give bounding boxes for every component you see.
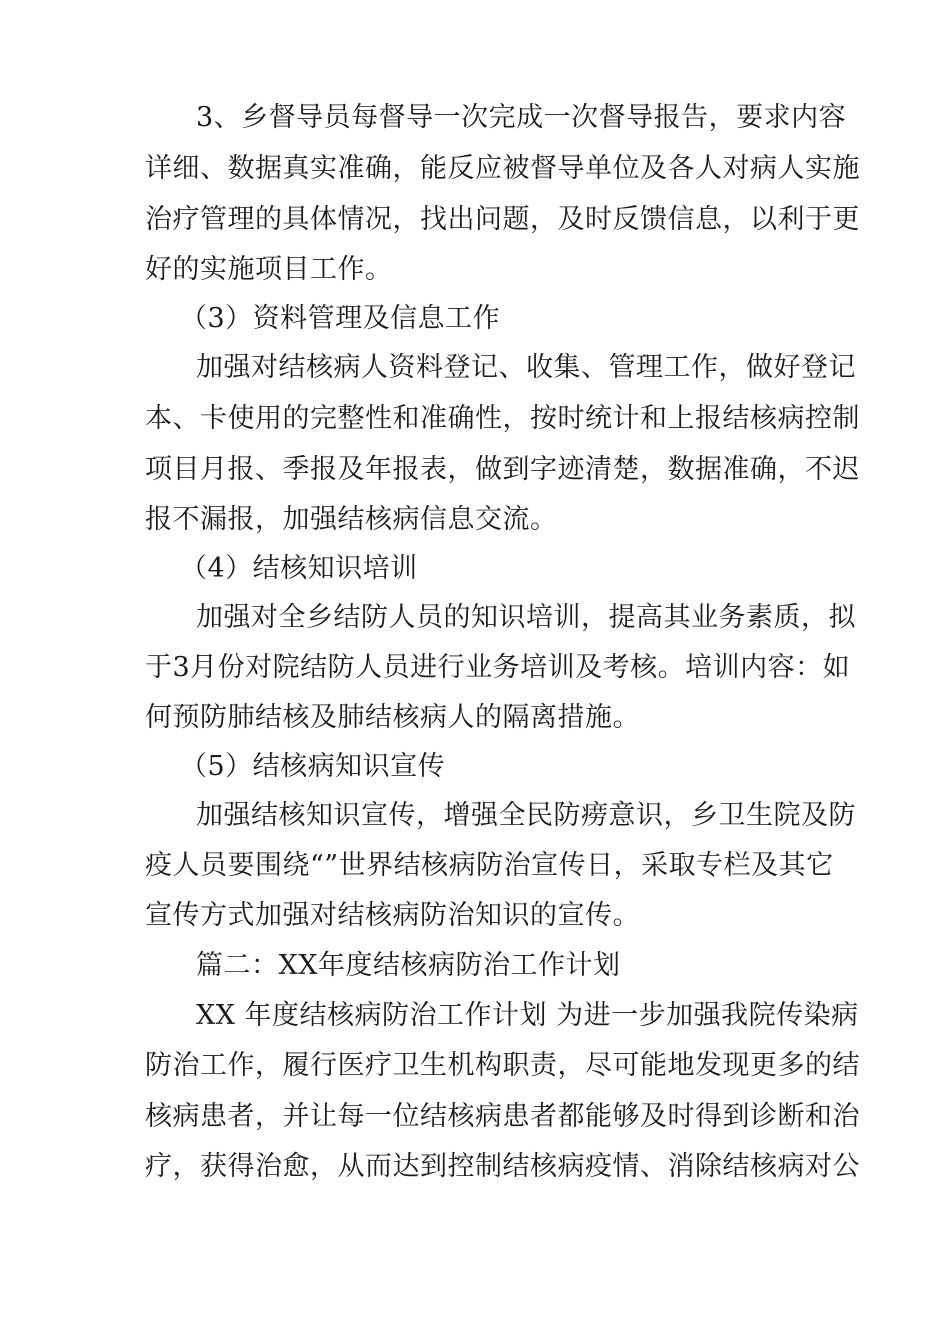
text-line: 何预防肺结核及肺结核病人的隔离措施。 <box>145 702 640 733</box>
text-line: 疫人员要围绕“”世界结核病防治宣传日，采取专栏及其它 <box>145 850 834 881</box>
section-heading: （4）结核知识培训 <box>180 553 418 584</box>
text-line: 疗，获得治愈，从而达到控制结核病疫情、消除结核病对公 <box>145 1151 860 1182</box>
text-line: 详细、数据真实准确，能反应被督导单位及各人对病人实施 <box>145 153 860 184</box>
section-heading: （3）资料管理及信息工作 <box>180 303 501 334</box>
text-line: 加强结核知识宣传，增强全民防痨意识，乡卫生院及防 <box>196 800 856 831</box>
text-line: 加强对全乡结防人员的知识培训，提高其业务素质，拟 <box>196 602 856 633</box>
section-heading: （5）结核病知识宣传 <box>180 751 446 782</box>
text-line: 本、卡使用的完整性和准确性，按时统计和上报结核病控制 <box>145 403 860 434</box>
section-heading: 篇二：XX年度结核病防治工作计划 <box>196 950 621 981</box>
text-line: 加强对结核病人资料登记、收集、管理工作，做好登记 <box>196 352 856 383</box>
text-line: 好的实施项目工作。 <box>145 254 393 285</box>
text-line: 于3月份对院结防人员进行业务培训及考核。培训内容：如 <box>145 652 851 683</box>
text-line: 项目月报、季报及年报表，做到字迹清楚，数据准确，不迟 <box>145 454 860 485</box>
text-line: 3、乡督导员每督导一次完成一次督导报告，要求内容 <box>196 102 847 133</box>
text-line: 核病患者，并让每一位结核病患者都能够及时得到诊断和治 <box>145 1101 860 1132</box>
text-line: 治疗管理的具体情况，找出问题，及时反馈信息，以利于更 <box>145 204 860 235</box>
text-line: 防治工作，履行医疗卫生机构职责，尽可能地发现更多的结 <box>145 1050 860 1081</box>
text-line: XX 年度结核病防治工作计划 为进一步加强我院传染病 <box>196 1000 859 1031</box>
text-line: 宣传方式加强对结核病防治知识的宣传。 <box>145 900 640 931</box>
text-line: 报不漏报，加强结核病信息交流。 <box>145 504 558 535</box>
